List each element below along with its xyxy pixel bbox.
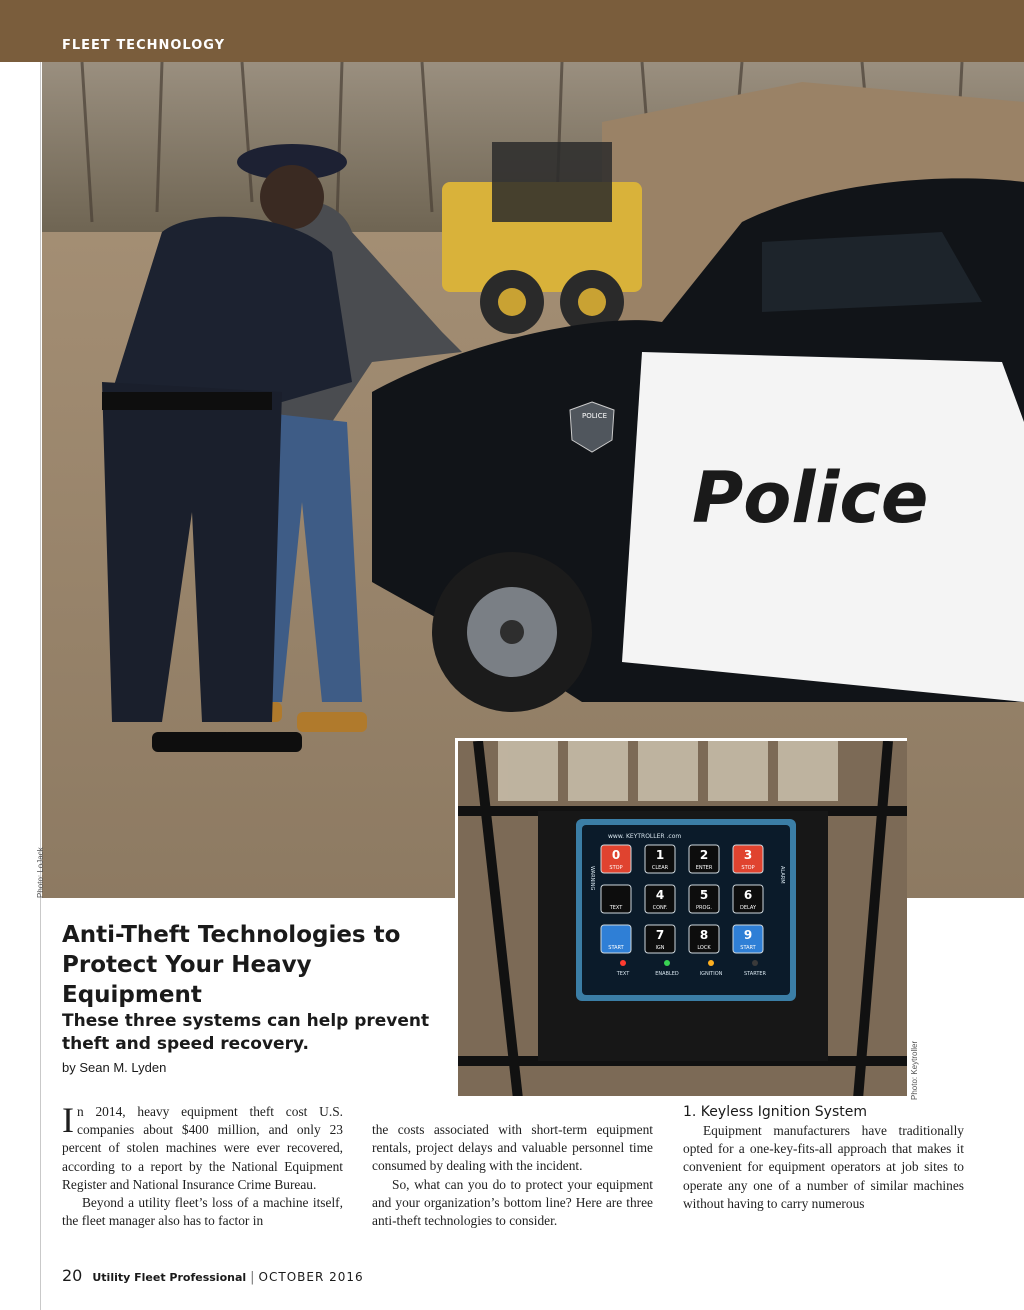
page-footer	[62, 1266, 364, 1285]
keypad-illustration	[458, 741, 907, 1096]
keypad-key	[733, 925, 763, 953]
drop-cap: I	[62, 1100, 74, 1140]
keypad-key	[733, 845, 763, 873]
keypad-key-label: IGN	[655, 945, 665, 951]
keypad-key-number: 7	[655, 928, 665, 942]
keypad-key-number: 5	[699, 888, 709, 902]
keypad-key	[689, 845, 719, 873]
inset-photo	[455, 738, 907, 1096]
keypad-warning-label: WARNING	[589, 866, 595, 891]
keypad-url: www. KEYTROLLER .com	[608, 833, 682, 840]
keypad-key-number: 4	[655, 888, 665, 902]
keypad-alarm-label: ALARM	[779, 866, 785, 884]
keypad-key-number: 9	[743, 928, 753, 942]
section-label: FLEET TECHNOLOGY	[62, 38, 226, 53]
keypad-key-label: STOP	[741, 865, 755, 871]
door-badge-text: POLICE	[582, 412, 608, 420]
keypad-led	[620, 960, 626, 966]
keypad-key-number: 1	[655, 848, 665, 862]
keypad-led-label: TEXT	[616, 971, 630, 977]
keypad-key-label: STOP	[609, 865, 623, 871]
paragraph-5: Equipment manufacturers have traditionally opted for a one-key-fits-all approach that makes it convenient for equipment operators at job sites to operate any one of a number of similar machines without having to carry numerous	[683, 1123, 964, 1211]
article-column-3	[683, 1103, 964, 1213]
section-1-heading: 1. Keyless Ignition System	[683, 1104, 867, 1120]
keypad-key	[645, 845, 675, 873]
keypad-key-number: 3	[743, 848, 753, 862]
paragraph-2: Beyond a utility fleet’s loss of a machine itself, the fleet manager also has to factor in	[62, 1195, 343, 1229]
keypad-led-label: ENABLED	[655, 971, 679, 977]
keypad-key-label: CONF.	[652, 905, 668, 911]
keypad-key	[645, 885, 675, 913]
article-subhead: These three systems can help prevent theft and speed recovery.	[62, 1011, 430, 1054]
keypad-led	[708, 960, 714, 966]
keypad-key-number: 6	[743, 888, 753, 902]
keypad-key-label: START	[608, 945, 624, 951]
keypad-key-label: PROG.	[696, 905, 712, 911]
police-car-lettering: Police	[692, 457, 929, 539]
paragraph-1	[62, 1100, 343, 1194]
main-photo-credit: Photo: LoJack	[36, 847, 45, 898]
footer-separator: |	[250, 1270, 255, 1285]
keypad-key	[601, 925, 631, 953]
article-byline: by Sean M. Lyden	[62, 1060, 167, 1075]
keypad-key-label: ENTER	[695, 865, 713, 871]
page-margin-rule	[40, 62, 41, 1310]
article-column-2	[372, 1121, 653, 1230]
keypad-key	[689, 925, 719, 953]
keypad-key	[645, 925, 675, 953]
keypad-key	[733, 885, 763, 913]
keypad-key	[689, 885, 719, 913]
keypad-key	[601, 845, 631, 873]
page-number: 20	[62, 1266, 83, 1285]
keypad-key	[601, 885, 631, 913]
keypad-key-label: TEXT	[609, 905, 623, 911]
keypad-key-number: 2	[699, 848, 709, 862]
keypad-led-label: IGNITION	[699, 971, 723, 977]
keypad-key-number: 8	[699, 928, 709, 942]
article-headline: Anti-Theft Technologies to Protect Your Heavy Equipment	[62, 922, 401, 1008]
keypad-led-label: STARTER	[743, 971, 767, 977]
keypad-key-label: START	[740, 945, 756, 951]
paragraph-3: the costs associated with short-term equipment rentals, project delays and valuable personnel time consumed by dealing with the incident.	[372, 1122, 653, 1174]
paragraph-1-text: n 2014, heavy equipment theft cost U.S. companies about $400 million, and only 23 percent of stolen machines were ever recovered, according to a report by the National Equipment Register and National Insurance Crime Bureau.	[62, 1104, 343, 1192]
keypad-key-label: DELAY	[740, 905, 756, 911]
issue-date: OCTOBER 2016	[258, 1270, 364, 1284]
keypad-key-label: CLEAR	[651, 865, 669, 871]
article-column-1	[62, 1100, 343, 1230]
keypad-key-label: LOCK	[697, 945, 711, 951]
inset-photo-credit: Photo: Keytroller	[910, 1040, 919, 1100]
keypad-led	[752, 960, 758, 966]
magazine-name: Utility Fleet Professional	[92, 1271, 247, 1284]
keypad-led	[664, 960, 670, 966]
keypad-key-number: 0	[611, 848, 621, 862]
paragraph-4: So, what can you do to protect your equipment and your organization’s bottom line? Here are three anti-theft technologies to consider.	[372, 1176, 653, 1229]
